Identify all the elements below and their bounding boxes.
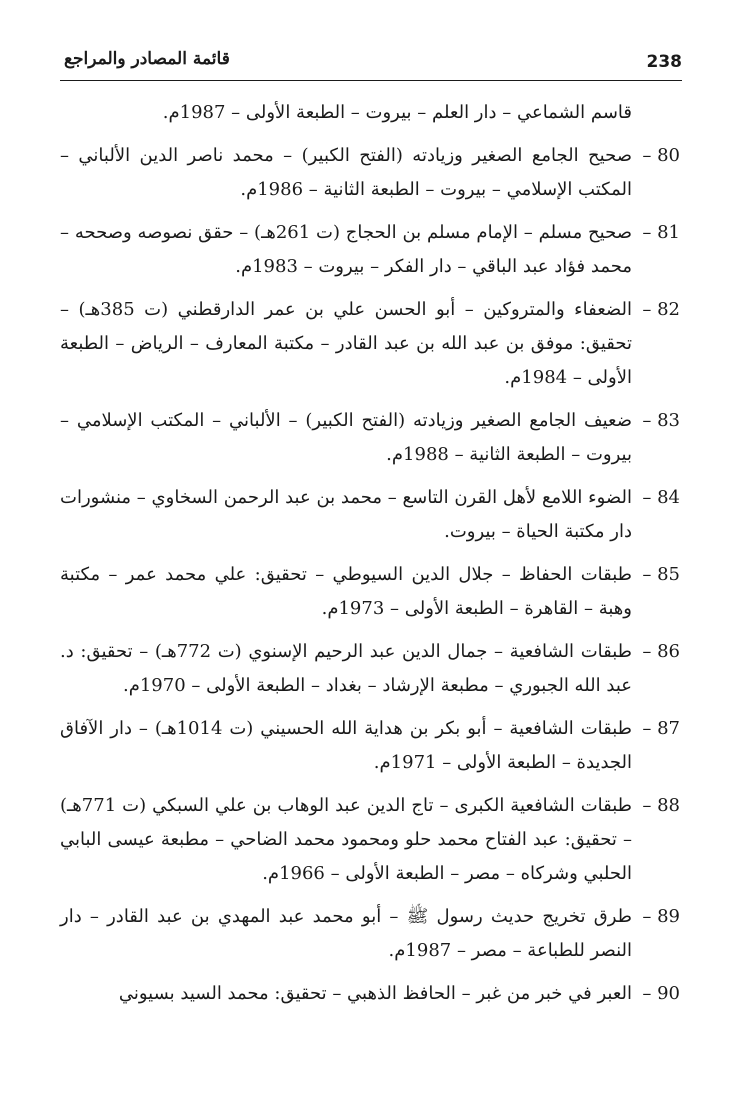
entry-text: طبقات الحفاظ – جلال الدين السيوطي – تحقيق: علي محمد عمر – مكتبة وهبة – القاهرة – الطبعة الأولى – 1973م.	[60, 564, 632, 619]
entry-number: 86 –	[642, 641, 680, 662]
bibliography-entry	[60, 404, 680, 472]
running-title: قائمة المصادر والمراجع	[64, 49, 230, 69]
entry-text: صحيح مسلم – الإمام مسلم بن الحجاج (ت 261هـ) – حقق نصوصه وصححه – محمد فؤاد عبد الباقي – دار الفكر – بيروت – 1983م.	[60, 222, 633, 277]
entry-text: صحيح الجامع الصغير وزيادته (الفتح الكبير) – محمد ناصر الدين الألباني – المكتب الإسلامي – بيروت – الطبعة الثانية – 1986م.	[60, 145, 632, 200]
entry-text: طرق تخريج حديث رسول ﷺ – أبو محمد عبد المهدي بن عبد القادر – دار النصر للطباعة – مصر – 1987م.	[60, 906, 632, 961]
entry-text: طبقات الشافعية – أبو بكر بن هداية الله الحسيني (ت 1014هـ) – دار الآفاق الجديدة – الطبعة الأولى – 1971م.	[60, 718, 632, 773]
entry-number: 80 –	[642, 145, 680, 166]
bibliography-entry	[60, 481, 680, 549]
bibliography-entry	[60, 977, 680, 1011]
bibliography-entry	[60, 789, 680, 891]
bibliography-entry	[60, 712, 680, 780]
entry-text: الضعفاء والمتروكين – أبو الحسن علي بن عمر الدارقطني (ت 385هـ) – تحقيق: موفق بن عبد الله بن عبد القادر – مكتبة المعارف – الرياض – الطبعة الأولى – 1984م.	[60, 299, 632, 388]
bibliography-entry	[60, 96, 680, 130]
entry-text: الضوء اللامع لأهل القرن التاسع – محمد بن عبد الرحمن السخاوي – منشورات دار مكتبة الحياة – بيروت.	[60, 487, 632, 542]
entry-number: 82 –	[642, 299, 680, 320]
page-number: 238	[646, 52, 682, 72]
entry-number: 85 –	[642, 564, 680, 585]
entry-number: 84 –	[642, 487, 680, 508]
bibliography-entry	[60, 293, 680, 395]
entry-number: 83 –	[642, 410, 680, 431]
running-header	[60, 44, 682, 81]
entry-number: 81 –	[642, 222, 680, 243]
bibliography-list	[60, 96, 680, 1020]
bibliography-entry	[60, 139, 680, 207]
entry-number: 88 –	[642, 795, 680, 816]
entry-number: 89 –	[642, 906, 680, 927]
bibliography-entry	[60, 558, 680, 626]
bibliography-entry	[60, 216, 680, 284]
entry-text: ضعيف الجامع الصغير وزيادته (الفتح الكبير) – الألباني – المكتب الإسلامي – بيروت – الطبعة الثانية – 1988م.	[60, 410, 632, 465]
entry-text: طبقات الشافعية الكبرى – تاج الدين عبد الوهاب بن علي السبكي (ت 771هـ) – تحقيق: عبد الفتاح محمد حلو ومحمود محمد الضاحي – مطبعة عيسى البابي الحلبي وشركاه – مصر – الطبعة الأولى – 1966م.	[60, 795, 632, 884]
bibliography-entry	[60, 635, 680, 703]
entry-number: 87 –	[642, 718, 680, 739]
entry-number: 90 –	[642, 983, 680, 1004]
entry-text: العبر في خبر من غبر – الحافظ الذهبي – تحقيق: محمد السيد بسيوني	[118, 983, 632, 1004]
bibliography-entry	[60, 900, 680, 968]
entry-text: طبقات الشافعية – جمال الدين عبد الرحيم الإسنوي (ت 772هـ) – تحقيق: د. عبد الله الجبوري – مطبعة الإرشاد – بغداد – الطبعة الأولى – 1970م.	[60, 641, 632, 696]
entry-text: قاسم الشماعي – دار العلم – بيروت – الطبعة الأولى – 1987م.	[162, 102, 632, 123]
